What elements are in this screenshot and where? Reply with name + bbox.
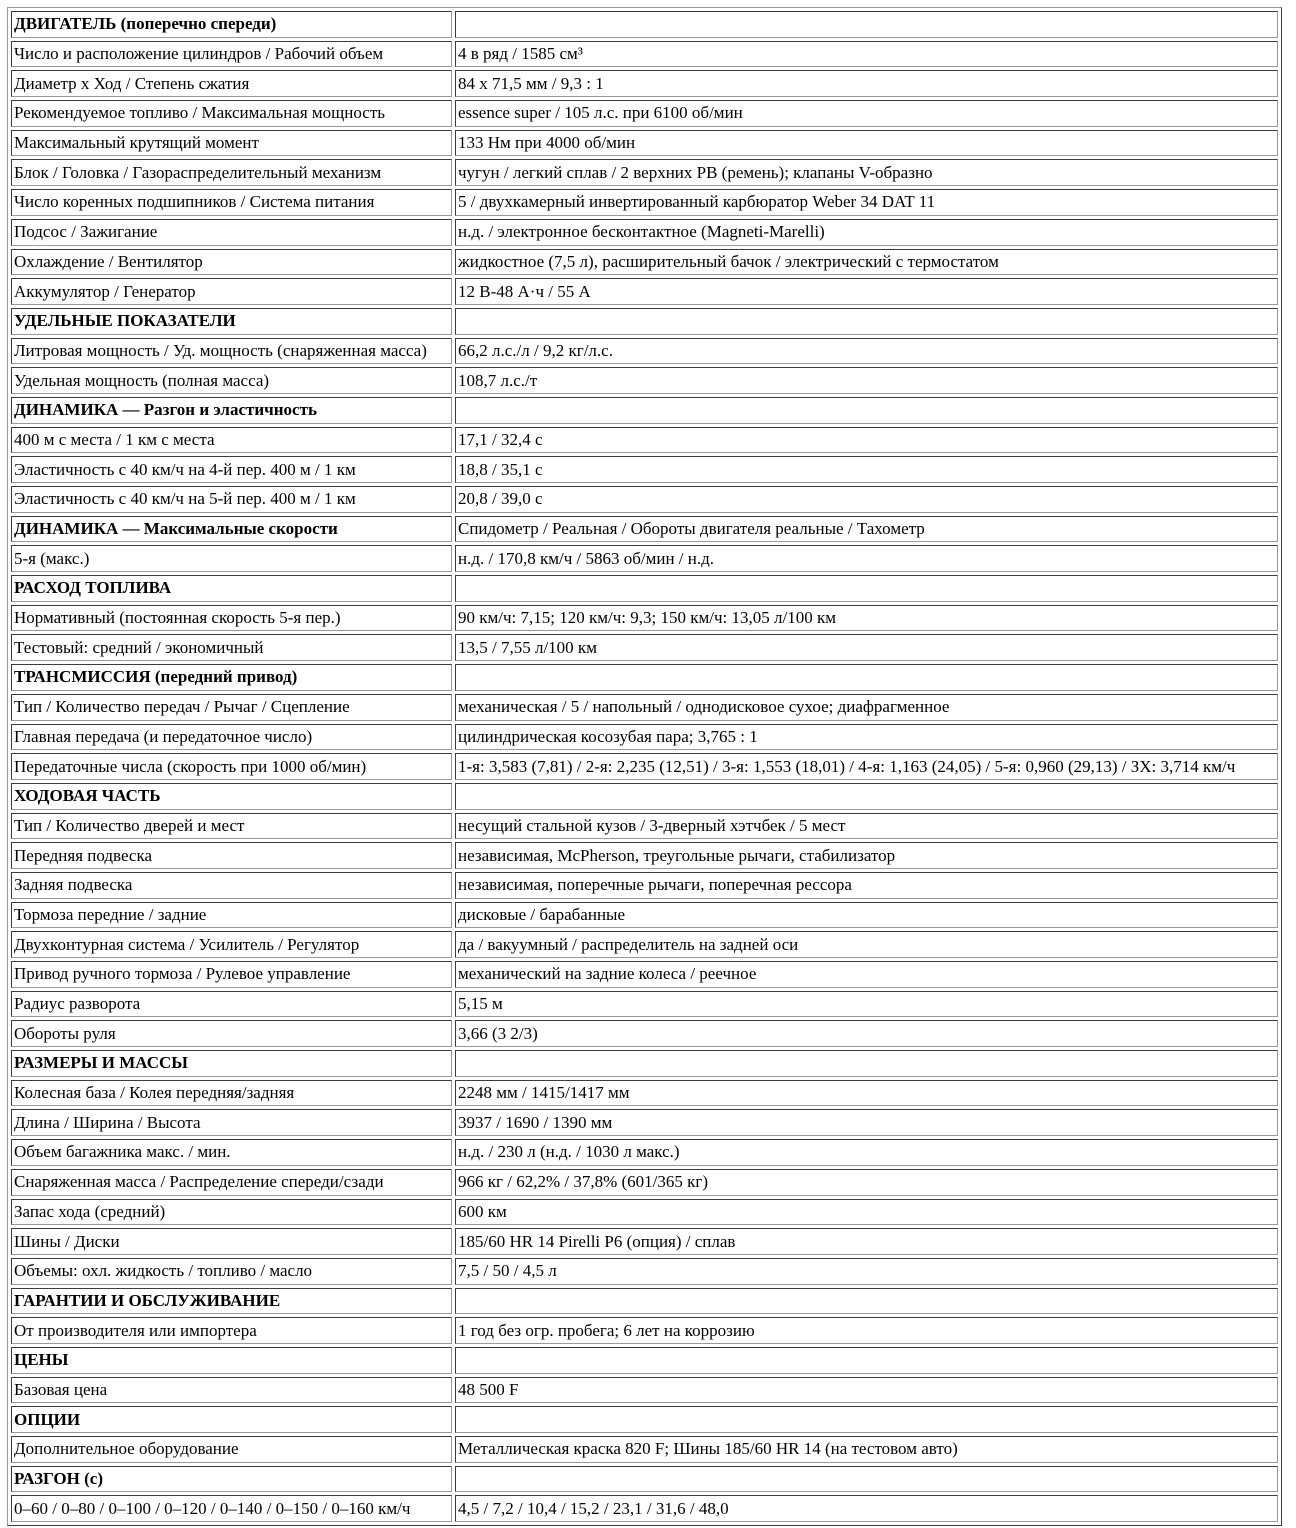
spec-parameter: От производителя или импортера <box>11 1317 452 1344</box>
spec-parameter: Обороты руля <box>11 1020 452 1047</box>
specs-table-body <box>11 11 1278 1522</box>
spec-parameter: Эластичность с 40 км/ч на 4-й пер. 400 м / 1 км <box>11 456 452 483</box>
section-value <box>455 1050 1278 1077</box>
spec-parameter: Рекомендуемое топливо / Максимальная мощность <box>11 100 452 127</box>
spec-row <box>11 961 1278 988</box>
section-value <box>455 397 1278 424</box>
spec-row <box>11 1080 1278 1107</box>
spec-row <box>11 813 1278 840</box>
section-header-row <box>11 308 1278 335</box>
section-title: ТРАНСМИССИЯ (передний привод) <box>11 664 452 691</box>
section-header-row <box>11 1288 1278 1315</box>
spec-row <box>11 189 1278 216</box>
spec-parameter: Аккумулятор / Генератор <box>11 278 452 305</box>
section-value <box>455 1466 1278 1493</box>
spec-row <box>11 1139 1278 1166</box>
spec-value: 20,8 / 39,0 с <box>455 486 1278 513</box>
section-header-row <box>11 575 1278 602</box>
spec-row <box>11 486 1278 513</box>
spec-value: независимая, McPherson, треугольные рычаги, стабилизатор <box>455 842 1278 869</box>
section-header-row <box>11 397 1278 424</box>
spec-value: 2248 мм / 1415/1417 мм <box>455 1080 1278 1107</box>
spec-row <box>11 367 1278 394</box>
spec-parameter: Литровая мощность / Уд. мощность (снаряженная масса) <box>11 338 452 365</box>
spec-value: 1 год без огр. пробега; 6 лет на коррозию <box>455 1317 1278 1344</box>
section-title: ДИНАМИКА — Максимальные скорости <box>11 516 452 543</box>
spec-value: несущий стальной кузов / 3-дверный хэтчбек / 5 мест <box>455 813 1278 840</box>
spec-value: чугун / легкий сплав / 2 верхних РВ (ремень); клапаны V-образно <box>455 159 1278 186</box>
section-value <box>455 1406 1278 1433</box>
spec-row <box>11 130 1278 157</box>
section-title: РАЗМЕРЫ И МАССЫ <box>11 1050 452 1077</box>
spec-parameter: Тип / Количество передач / Рычаг / Сцепление <box>11 694 452 721</box>
spec-value: дисковые / барабанные <box>455 902 1278 929</box>
spec-row <box>11 545 1278 572</box>
spec-row <box>11 70 1278 97</box>
spec-value: 5 / двухкамерный инвертированный карбюратор Weber 34 DAT 11 <box>455 189 1278 216</box>
spec-parameter: Подсос / Зажигание <box>11 219 452 246</box>
spec-row <box>11 724 1278 751</box>
spec-row <box>11 605 1278 632</box>
spec-parameter: 0–60 / 0–80 / 0–100 / 0–120 / 0–140 / 0–150 / 0–160 км/ч <box>11 1495 452 1522</box>
spec-value: 5,15 м <box>455 991 1278 1018</box>
spec-row <box>11 41 1278 68</box>
spec-row <box>11 902 1278 929</box>
spec-row <box>11 872 1278 899</box>
spec-value: 966 кг / 62,2% / 37,8% (601/365 кг) <box>455 1169 1278 1196</box>
spec-parameter: Дополнительное оборудование <box>11 1436 452 1463</box>
spec-parameter: Радиус разворота <box>11 991 452 1018</box>
spec-parameter: Главная передача (и передаточное число) <box>11 724 452 751</box>
spec-parameter: Удельная мощность (полная масса) <box>11 367 452 394</box>
spec-row <box>11 338 1278 365</box>
spec-value: 600 км <box>455 1199 1278 1226</box>
spec-parameter: Блок / Головка / Газораспределительный механизм <box>11 159 452 186</box>
spec-parameter: Тип / Количество дверей и мест <box>11 813 452 840</box>
spec-value: жидкостное (7,5 л), расширительный бачок / электрический с термостатом <box>455 249 1278 276</box>
spec-parameter: Передняя подвеска <box>11 842 452 869</box>
spec-parameter: Снаряженная масса / Распределение спереди/сзади <box>11 1169 452 1196</box>
spec-value: 7,5 / 50 / 4,5 л <box>455 1258 1278 1285</box>
section-title: ДВИГАТЕЛЬ (поперечно спереди) <box>11 11 452 38</box>
spec-row <box>11 456 1278 483</box>
section-value <box>455 664 1278 691</box>
spec-parameter: Максимальный крутящий момент <box>11 130 452 157</box>
specs-table <box>7 7 1282 1526</box>
spec-value: 84 x 71,5 мм / 9,3 : 1 <box>455 70 1278 97</box>
spec-value: 17,1 / 32,4 с <box>455 427 1278 454</box>
spec-row <box>11 1377 1278 1404</box>
spec-value: 12 В-48 А·ч / 55 А <box>455 278 1278 305</box>
spec-value: 185/60 HR 14 Pirelli P6 (опция) / сплав <box>455 1228 1278 1255</box>
spec-row <box>11 991 1278 1018</box>
spec-parameter: Тестовый: средний / экономичный <box>11 634 452 661</box>
section-value: Спидометр / Реальная / Обороты двигателя реальные / Тахометр <box>455 516 1278 543</box>
spec-row <box>11 931 1278 958</box>
spec-row <box>11 1109 1278 1136</box>
spec-parameter: Нормативный (постоянная скорость 5-я пер.) <box>11 605 452 632</box>
spec-value: 1-я: 3,583 (7,81) / 2-я: 2,235 (12,51) / 3-я: 1,553 (18,01) / 4-я: 1,163 (24,05) / 5-я: 0,960 (29,13) / ЗХ: 3,714 км/ч <box>455 753 1278 780</box>
section-title: РАСХОД ТОПЛИВА <box>11 575 452 602</box>
spec-row <box>11 159 1278 186</box>
section-value <box>455 1347 1278 1374</box>
section-title: ДИНАМИКА — Разгон и эластичность <box>11 397 452 424</box>
spec-value: 3,66 (3 2/3) <box>455 1020 1278 1047</box>
section-header-row <box>11 1347 1278 1374</box>
spec-parameter: Тормоза передние / задние <box>11 902 452 929</box>
spec-value: 66,2 л.с./л / 9,2 кг/л.с. <box>455 338 1278 365</box>
spec-row <box>11 1436 1278 1463</box>
spec-row <box>11 249 1278 276</box>
spec-row <box>11 1495 1278 1522</box>
spec-value: 4 в ряд / 1585 см³ <box>455 41 1278 68</box>
spec-row <box>11 278 1278 305</box>
section-header-row <box>11 1406 1278 1433</box>
section-title: ОПЦИИ <box>11 1406 452 1433</box>
spec-row <box>11 219 1278 246</box>
spec-value: 90 км/ч: 7,15; 120 км/ч: 9,3; 150 км/ч: 13,05 л/100 км <box>455 605 1278 632</box>
spec-row <box>11 1258 1278 1285</box>
spec-parameter: 5-я (макс.) <box>11 545 452 572</box>
spec-value: 13,5 / 7,55 л/100 км <box>455 634 1278 661</box>
spec-parameter: Длина / Ширина / Высота <box>11 1109 452 1136</box>
spec-parameter: Эластичность с 40 км/ч на 5-й пер. 400 м / 1 км <box>11 486 452 513</box>
spec-parameter: Объемы: охл. жидкость / топливо / масло <box>11 1258 452 1285</box>
spec-value: н.д. / 230 л (н.д. / 1030 л макс.) <box>455 1139 1278 1166</box>
spec-value: essence super / 105 л.с. при 6100 об/мин <box>455 100 1278 127</box>
spec-row <box>11 427 1278 454</box>
spec-row <box>11 1169 1278 1196</box>
spec-parameter: Охлаждение / Вентилятор <box>11 249 452 276</box>
spec-value: н.д. / электронное бесконтактное (Magneti-Marelli) <box>455 219 1278 246</box>
section-header-row <box>11 1050 1278 1077</box>
section-title: ГАРАНТИИ И ОБСЛУЖИВАНИЕ <box>11 1288 452 1315</box>
spec-parameter: Число и расположение цилиндров / Рабочий объем <box>11 41 452 68</box>
section-value <box>455 783 1278 810</box>
spec-value: цилиндрическая косозубая пара; 3,765 : 1 <box>455 724 1278 751</box>
section-title: РАЗГОН (с) <box>11 1466 452 1493</box>
spec-parameter: Число коренных подшипников / Система питания <box>11 189 452 216</box>
spec-parameter: Колесная база / Колея передняя/задняя <box>11 1080 452 1107</box>
spec-value: 133 Нм при 4000 об/мин <box>455 130 1278 157</box>
section-header-row <box>11 11 1278 38</box>
section-value <box>455 575 1278 602</box>
spec-parameter: Диаметр x Ход / Степень сжатия <box>11 70 452 97</box>
spec-value: 48 500 F <box>455 1377 1278 1404</box>
spec-row <box>11 1020 1278 1047</box>
spec-value: да / вакуумный / распределитель на задней оси <box>455 931 1278 958</box>
spec-row <box>11 1199 1278 1226</box>
spec-row <box>11 753 1278 780</box>
section-value <box>455 1288 1278 1315</box>
spec-parameter: Объем багажника макс. / мин. <box>11 1139 452 1166</box>
section-header-row <box>11 516 1278 543</box>
spec-row <box>11 694 1278 721</box>
section-header-row <box>11 664 1278 691</box>
spec-value: 3937 / 1690 / 1390 мм <box>455 1109 1278 1136</box>
spec-value: механическая / 5 / напольный / однодисковое сухое; диафрагменное <box>455 694 1278 721</box>
section-value <box>455 308 1278 335</box>
spec-parameter: Шины / Диски <box>11 1228 452 1255</box>
spec-parameter: Передаточные числа (скорость при 1000 об/мин) <box>11 753 452 780</box>
spec-row <box>11 1228 1278 1255</box>
spec-value: 18,8 / 35,1 с <box>455 456 1278 483</box>
spec-parameter: Запас хода (средний) <box>11 1199 452 1226</box>
spec-row <box>11 100 1278 127</box>
spec-value: н.д. / 170,8 км/ч / 5863 об/мин / н.д. <box>455 545 1278 572</box>
spec-parameter: Двухконтурная система / Усилитель / Регулятор <box>11 931 452 958</box>
spec-parameter: 400 м с места / 1 км с места <box>11 427 452 454</box>
spec-parameter: Привод ручного тормоза / Рулевое управление <box>11 961 452 988</box>
spec-value: Металлическая краска 820 F; Шины 185/60 HR 14 (на тестовом авто) <box>455 1436 1278 1463</box>
spec-row <box>11 634 1278 661</box>
spec-value: механический на задние колеса / реечное <box>455 961 1278 988</box>
spec-parameter: Базовая цена <box>11 1377 452 1404</box>
section-title: УДЕЛЬНЫЕ ПОКАЗАТЕЛИ <box>11 308 452 335</box>
spec-parameter: Задняя подвеска <box>11 872 452 899</box>
section-title: ХОДОВАЯ ЧАСТЬ <box>11 783 452 810</box>
spec-row <box>11 842 1278 869</box>
spec-value: 4,5 / 7,2 / 10,4 / 15,2 / 23,1 / 31,6 / 48,0 <box>455 1495 1278 1522</box>
spec-value: 108,7 л.с./т <box>455 367 1278 394</box>
section-header-row <box>11 1466 1278 1493</box>
spec-value: независимая, поперечные рычаги, поперечная рессора <box>455 872 1278 899</box>
spec-row <box>11 1317 1278 1344</box>
section-value <box>455 11 1278 38</box>
section-header-row <box>11 783 1278 810</box>
section-title: ЦЕНЫ <box>11 1347 452 1374</box>
